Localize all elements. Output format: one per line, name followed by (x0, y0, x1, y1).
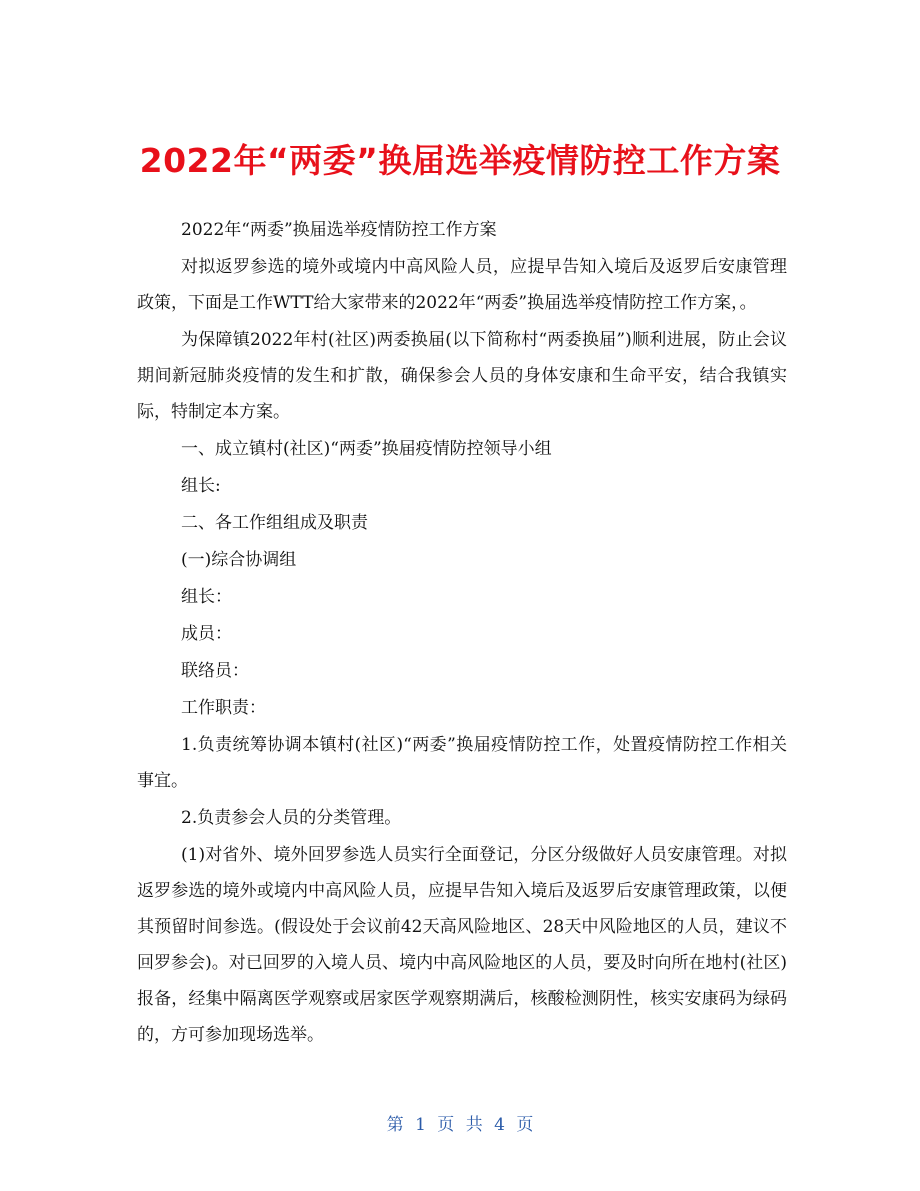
list-item: 1.负责统筹协调本镇村(社区)“两委”换届疫情防控工作，处置疫情防控工作相关事宜。 (137, 735, 787, 791)
paragraph: 对拟返罗参选的境外或境内中高风险人员，应提早告知入境后及返罗后安康管理政策，下面是工作WTT给大家带来的2022年“两委”换届选举疫情防控工作方案，。 (137, 257, 787, 313)
paragraph: 组长： (181, 587, 232, 607)
page-label-prefix: 第 (386, 1115, 404, 1135)
paragraph: 为保障镇2022年村(社区)两委换届(以下简称村“两委换届”)顺利进展，防止会议期间新冠肺炎疫情的发生和扩散，确保参会人员的身体安康和生命平安，结合我镇实际，特制定本方案。 (137, 330, 787, 422)
paragraph: 联络员： (181, 661, 249, 681)
list-item: 2.负责参会人员的分类管理。 (181, 808, 402, 828)
paragraph: (1)对省外、境外回罗参选人员实行全面登记，分区分级做好人员安康管理。对拟返罗参选的境外或境内中高风险人员，应提早告知入境后及返罗后安康管理政策，以便其预留时间参选。(假设处于会议前42天高风险地区、28天中风险地区的人员，建议不回罗参会)。对已回罗的入境人员、境内中高风险地区的人员，要及时向所在地村(社区)报备，经集中隔离医学观察或居家医学观察期满后，核酸检测阴性，核实安康码为绿码的，方可参加现场选举。 (137, 845, 787, 1045)
document-title: 2022年“两委”换届选举疫情防控工作方案 (139, 141, 781, 181)
page-current: 1 (415, 1115, 426, 1135)
page-total: 4 (494, 1115, 505, 1135)
paragraph: 工作职责： (181, 698, 266, 718)
page-label-suffix: 页 (516, 1115, 534, 1135)
paragraph: 组长: (181, 476, 221, 496)
page-total-prefix: 共 (465, 1115, 483, 1135)
subsection-heading: (一)综合协调组 (181, 550, 297, 570)
section-heading: 一、成立镇村(社区)“两委”换届疫情防控领导小组 (181, 439, 552, 459)
section-heading: 二、各工作组组成及职责 (181, 513, 368, 533)
paragraph: 成员： (181, 624, 232, 644)
paragraph: 2022年“两委”换届选举疫情防控工作方案 (181, 220, 497, 240)
page-label-mid: 页 (437, 1115, 455, 1135)
document-body (137, 212, 787, 1054)
page-number-footer (0, 1112, 920, 1138)
